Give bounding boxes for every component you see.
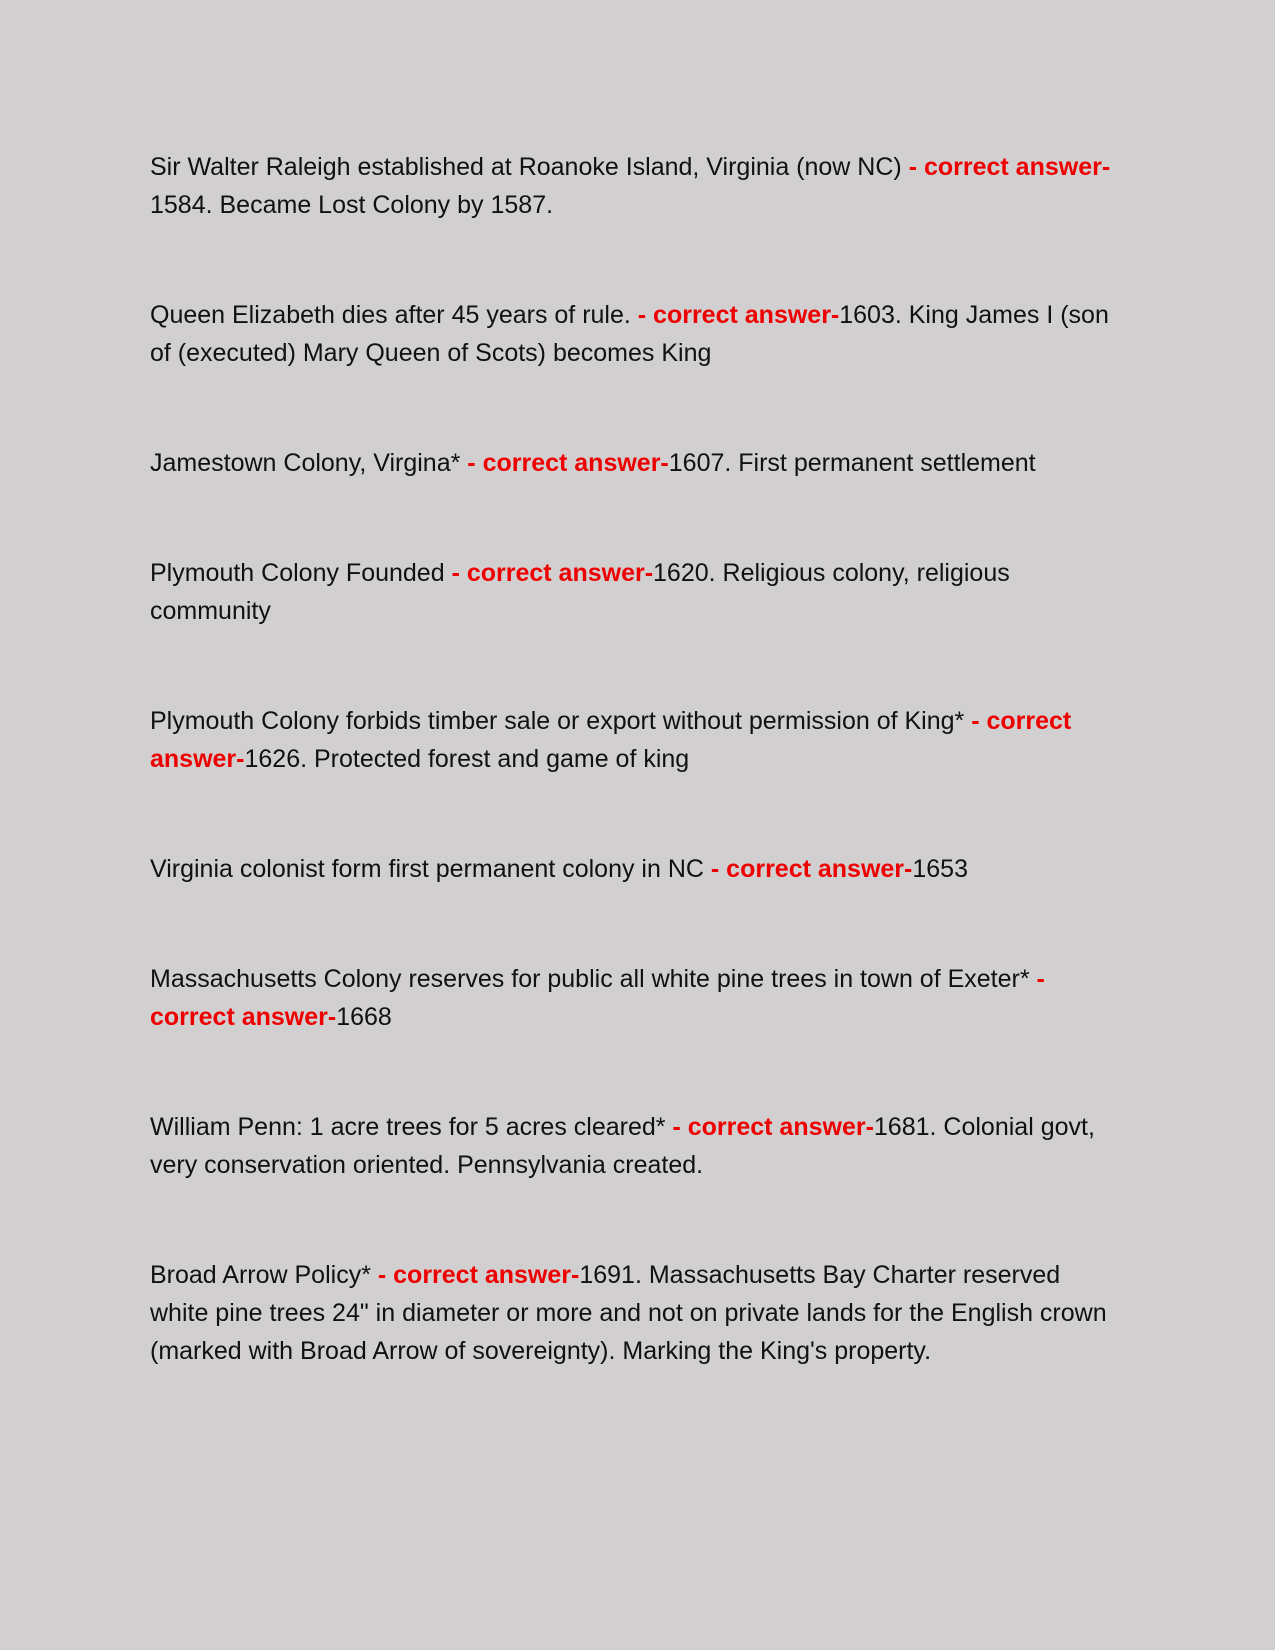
qa-item-3: [150, 444, 1125, 482]
answer-text: 1691. Massachusetts Bay Charter reserved white pine trees 24" in diameter or more and not on private lands for the English crown (marked with Broad Arrow of sovereignty). Marking the King's property.: [150, 1261, 1107, 1365]
correct-answer-tag: - correct answer-: [467, 449, 669, 477]
correct-answer-tag: - correct answer-: [451, 559, 654, 587]
question-text: Queen Elizabeth dies after 45 years of rule.: [150, 301, 638, 329]
qa-item-2: [150, 296, 1125, 372]
qa-item-9: [150, 1256, 1125, 1370]
qa-item-1: [150, 148, 1125, 224]
question-text: Plymouth Colony forbids timber sale or export without permission of King*: [150, 707, 972, 735]
answer-text: 1653: [912, 855, 968, 883]
correct-answer-tag: - correct answer-: [908, 153, 1111, 181]
qa-item-8: [150, 1108, 1125, 1184]
correct-answer-tag: - correct answer-: [150, 965, 1045, 1031]
answer-text: 1584. Became Lost Colony by 1587.: [150, 191, 554, 219]
correct-answer-tag: - correct answer-: [150, 707, 1072, 773]
answer-text: 1668: [336, 1003, 392, 1031]
qa-item-6: [150, 850, 1125, 888]
answer-text: 1626. Protected forest and game of king: [244, 745, 690, 773]
answer-text: 1607. First permanent settlement: [668, 449, 1036, 477]
answer-text: 1603. King James I (son of (executed) Mary Queen of Scots) becomes King: [150, 301, 1109, 367]
question-text: Jamestown Colony, Virgina*: [150, 449, 468, 477]
question-text: William Penn: 1 acre trees for 5 acres cleared*: [150, 1113, 673, 1141]
question-text: Broad Arrow Policy*: [150, 1261, 378, 1289]
question-text: Sir Walter Raleigh established at Roanoke Island, Virginia (now NC): [150, 153, 909, 181]
correct-answer-tag: - correct answer-: [637, 301, 840, 329]
answer-text: 1620. Religious colony, religious community: [150, 559, 1010, 625]
answer-text: 1681. Colonial govt, very conservation oriented. Pennsylvania created.: [150, 1113, 1095, 1179]
qa-item-5: [150, 702, 1125, 778]
correct-answer-tag: - correct answer-: [710, 855, 913, 883]
question-text: Massachusetts Colony reserves for public all white pine trees in town of Exeter*: [150, 965, 1037, 993]
question-text: Plymouth Colony Founded: [150, 559, 452, 587]
qa-item-4: [150, 554, 1125, 630]
qa-item-7: [150, 960, 1125, 1036]
document-page: [150, 148, 1125, 1442]
correct-answer-tag: - correct answer-: [672, 1113, 874, 1141]
correct-answer-tag: - correct answer-: [377, 1261, 580, 1289]
question-text: Virginia colonist form first permanent colony in NC: [150, 855, 711, 883]
